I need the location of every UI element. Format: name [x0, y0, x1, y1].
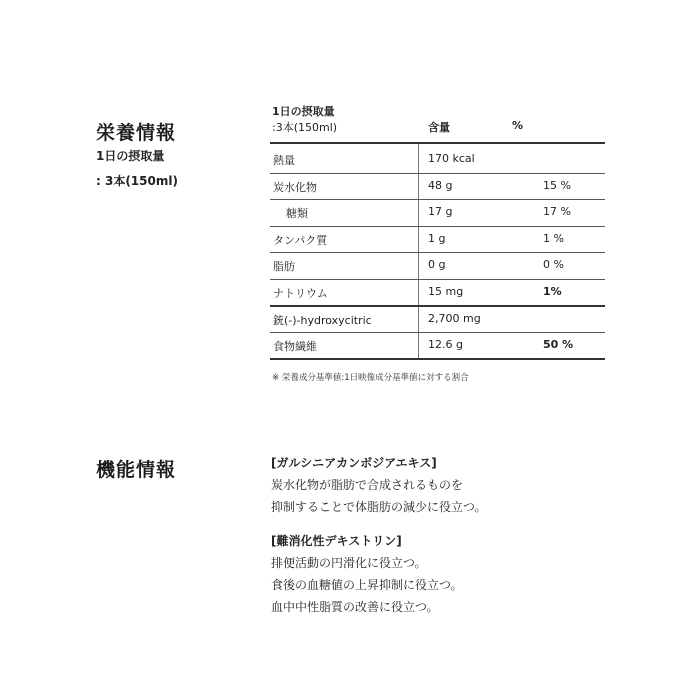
function-line: 排便活動の円滑化に役立つ。: [271, 556, 427, 570]
row-amount: 48 g: [428, 179, 453, 192]
row-amount: 17 g: [428, 205, 453, 218]
row-name: 銃(-)-hydroxycitric: [273, 314, 372, 327]
row-percent: 1 %: [543, 232, 564, 245]
row-percent: 17 %: [543, 205, 571, 218]
table-top-rule: [270, 142, 605, 144]
row-name: ナトリウム: [273, 287, 328, 300]
row-amount: 2,700 mg: [428, 312, 481, 325]
nutrition-title: 栄養情報: [96, 122, 177, 144]
row-percent: 0 %: [543, 258, 564, 271]
column-header-percent: %: [512, 119, 524, 132]
row-percent: 1%: [543, 285, 562, 298]
row-divider: [270, 252, 605, 253]
row-amount: 170 kcal: [428, 152, 475, 165]
column-header-amount: 含量: [428, 121, 450, 134]
function-block-garcinia: [271, 454, 487, 520]
table-footnote: ※ 栄養成分基準値:1日映像成分基準値に対する割合: [272, 373, 469, 383]
row-name: 糖類: [286, 207, 308, 220]
row-name: タンパク質: [273, 234, 328, 247]
function-block-dextrin: [271, 532, 463, 620]
row-name: 熱量: [273, 154, 295, 167]
function-title: 機能情報: [96, 459, 177, 481]
row-percent: 15 %: [543, 179, 571, 192]
nutrition-subtitle-daily: 1日の摂取量: [96, 149, 165, 163]
nutrition-subtitle-serving: : 3本(150ml): [96, 174, 178, 188]
function-line: 抑制することで体脂肪の減少に役立つ。: [271, 500, 487, 514]
function-heading: [ガルシニアカンボジアエキス]: [271, 456, 437, 470]
row-divider: [270, 305, 605, 307]
row-name: 脂肪: [273, 260, 295, 273]
row-percent: 50 %: [543, 338, 574, 351]
row-name: 食物繊維: [273, 340, 317, 353]
row-name: 炭水化物: [273, 181, 317, 194]
row-amount: 15 mg: [428, 285, 464, 298]
table-column-divider: [418, 144, 419, 358]
table-header-daily: 1日の摂取量: [272, 105, 335, 118]
row-divider: [270, 199, 605, 200]
row-divider: [270, 279, 605, 280]
row-divider: [270, 226, 605, 227]
function-line: 炭水化物が脂肪で合成されるものを: [271, 478, 464, 492]
function-line: 血中中性脂質の改善に役立つ。: [271, 600, 439, 614]
row-divider: [270, 173, 605, 174]
table-header-serving: :3本(150ml): [272, 121, 338, 134]
function-heading: [難消化性デキストリン]: [271, 534, 402, 548]
row-amount: 12.6 g: [428, 338, 463, 351]
function-line: 食後の血糖値の上昇抑制に役立つ。: [271, 578, 463, 592]
row-divider: [270, 332, 605, 333]
row-amount: 0 g: [428, 258, 446, 271]
table-bottom-rule: [270, 358, 605, 360]
row-amount: 1 g: [428, 232, 446, 245]
